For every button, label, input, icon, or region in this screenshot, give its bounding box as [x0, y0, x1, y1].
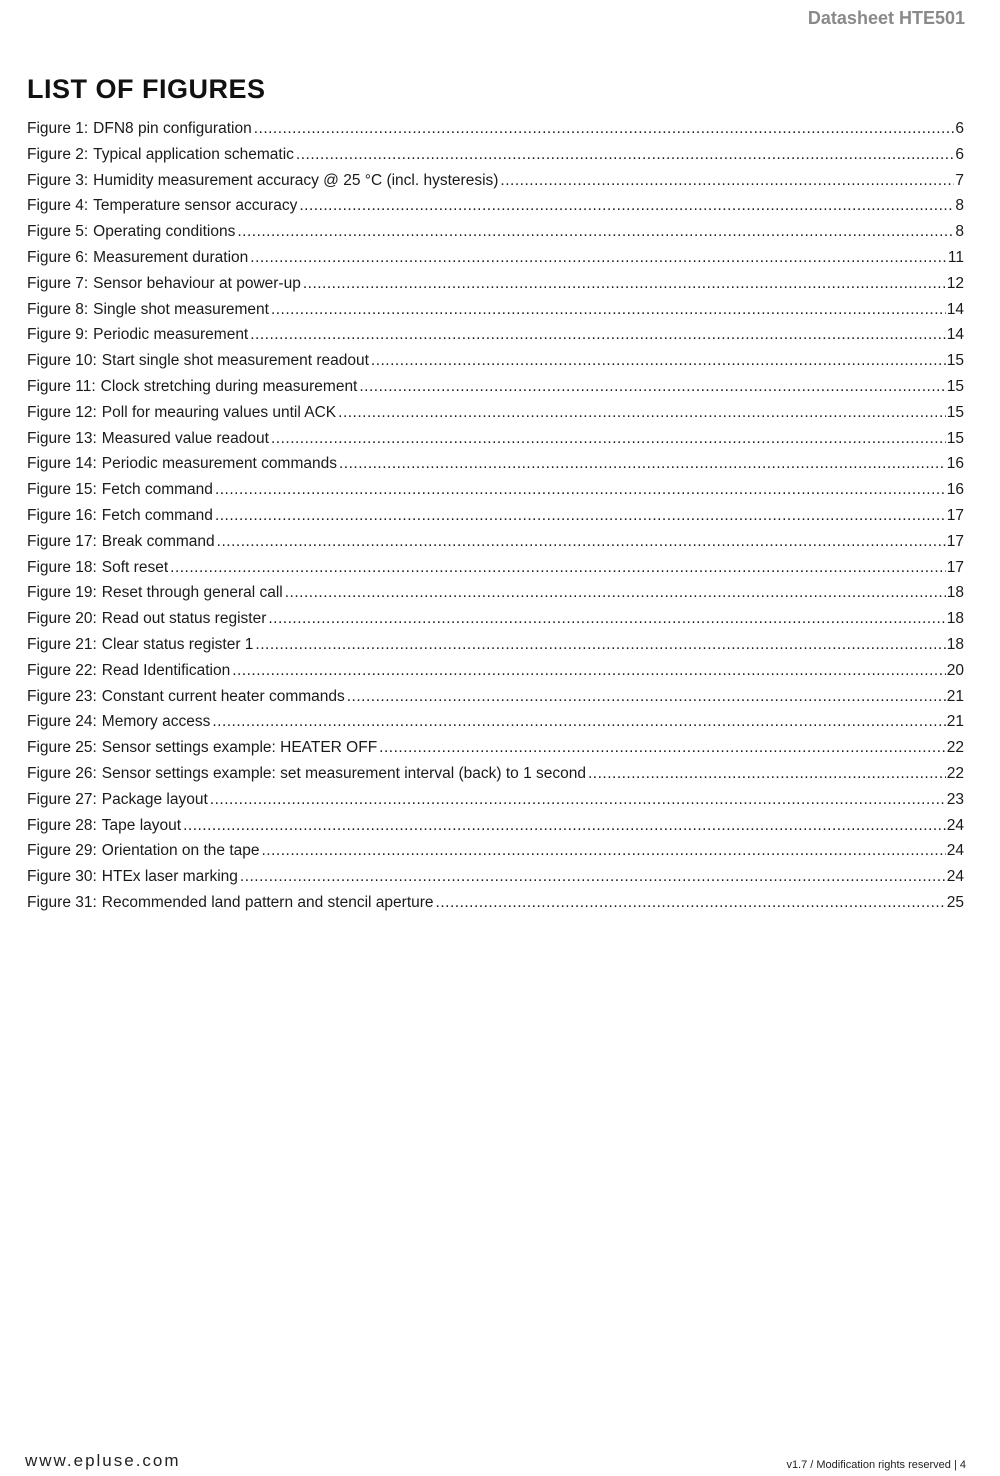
figure-title: HTEx laser marking [101, 868, 238, 886]
figure-page-number: 23 [946, 790, 964, 808]
figure-entry[interactable] [27, 374, 964, 400]
dot-leader [254, 116, 955, 142]
figure-title: Poll for meauring values until ACK [101, 403, 337, 421]
figure-page-number: 16 [946, 481, 964, 499]
figure-title: Sensor behaviour at power-up [93, 274, 301, 292]
figure-title: Read Identification [101, 661, 231, 679]
figure-page-number: 6 [955, 120, 964, 137]
figure-title: Typical application schematic [93, 145, 294, 163]
figure-page-number: 21 [946, 713, 964, 731]
figure-entry[interactable] [27, 529, 964, 555]
figure-label: Figure 5: [27, 223, 89, 241]
figure-entry[interactable] [27, 477, 964, 503]
figure-title: Soft reset [101, 558, 169, 576]
dot-leader [296, 142, 954, 168]
figure-list [27, 116, 964, 916]
figure-title: DFN8 pin configuration [93, 120, 252, 137]
figure-label: Figure 19: [27, 584, 97, 602]
figure-entry[interactable] [27, 348, 964, 374]
figure-title: Single shot measurement [93, 300, 269, 318]
figure-title: Fetch command [101, 481, 213, 499]
figure-entry[interactable] [27, 193, 964, 219]
figure-label: Figure 31: [27, 893, 97, 911]
figure-title: Recommended land pattern and stencil aperture [101, 893, 434, 911]
figure-entry[interactable] [27, 813, 964, 839]
figure-title: Read out status register [101, 610, 267, 628]
figure-label: Figure 14: [27, 455, 97, 473]
dot-leader [212, 709, 945, 735]
figure-label: Figure 11: [27, 377, 96, 395]
figure-label: Figure 16: [27, 506, 97, 524]
figure-label: Figure 20: [27, 610, 97, 628]
figure-page-number: 15 [946, 352, 964, 370]
figure-entry[interactable] [27, 632, 964, 658]
figure-page-number: 12 [946, 274, 964, 292]
figure-label: Figure 18: [27, 558, 97, 576]
figure-entry[interactable] [27, 426, 964, 452]
figure-entry[interactable] [27, 658, 964, 684]
figure-title: Constant current heater commands [101, 687, 345, 705]
figure-page-number: 21 [946, 687, 964, 705]
figure-page-number: 14 [946, 300, 964, 318]
dot-leader [500, 168, 954, 194]
figure-title: Break command [101, 532, 215, 550]
figure-page-number: 18 [946, 635, 964, 653]
figure-page-number: 15 [946, 403, 964, 421]
figure-entry[interactable] [27, 890, 964, 916]
dot-leader [215, 477, 946, 503]
figure-page-number: 16 [946, 455, 964, 473]
figure-label: Figure 3: [27, 171, 89, 189]
dot-leader [170, 555, 946, 581]
figure-label: Figure 6: [27, 248, 89, 266]
dot-leader [303, 271, 946, 297]
figure-page-number: 14 [946, 326, 964, 344]
figure-title: Fetch command [101, 506, 213, 524]
figure-entry[interactable] [27, 116, 964, 142]
figure-entry[interactable] [27, 838, 964, 864]
dot-leader [339, 451, 946, 477]
figure-entry[interactable] [27, 761, 964, 787]
dot-leader [268, 606, 945, 632]
figure-label: Figure 4: [27, 197, 89, 215]
dot-leader [299, 193, 954, 219]
figure-title: Measurement duration [93, 248, 249, 266]
figure-label: Figure 15: [27, 481, 97, 499]
figure-page-number: 6 [955, 145, 964, 163]
section-heading: LIST OF FIGURES [27, 74, 266, 104]
figure-entry[interactable] [27, 684, 964, 710]
figure-title: Reset through general call [101, 584, 283, 602]
figure-title: Memory access [101, 713, 211, 731]
dot-leader [232, 658, 946, 684]
dot-leader [237, 219, 954, 245]
figure-entry[interactable] [27, 142, 964, 168]
dot-leader [588, 761, 946, 787]
figure-entry[interactable] [27, 503, 964, 529]
dot-leader [379, 735, 946, 761]
figure-label: Figure 2: [27, 145, 89, 163]
figure-label: Figure 13: [27, 429, 97, 447]
dot-leader [215, 503, 946, 529]
figure-page-number: 24 [946, 842, 964, 860]
figure-label: Figure 23: [27, 687, 97, 705]
figure-entry[interactable] [27, 271, 964, 297]
figure-entry[interactable] [27, 787, 964, 813]
figure-title: Clear status register 1 [101, 635, 254, 653]
dot-leader [338, 400, 946, 426]
figure-label: Figure 28: [27, 816, 97, 834]
figure-title: Clock stretching during measurement [100, 377, 358, 395]
dot-leader [271, 297, 946, 323]
figure-label: Figure 1: [27, 120, 89, 137]
figure-label: Figure 9: [27, 326, 89, 344]
figure-page-number: 8 [955, 223, 964, 241]
figure-title: Sensor settings example: HEATER OFF [101, 739, 378, 757]
figure-page-number: 22 [946, 764, 964, 782]
figure-page-number: 15 [946, 377, 964, 395]
dot-leader [250, 245, 947, 271]
figure-entry[interactable] [27, 864, 964, 890]
dot-leader [250, 322, 946, 348]
figure-page-number: 8 [955, 197, 964, 215]
figure-entry[interactable] [27, 168, 964, 194]
figure-page-number: 20 [946, 661, 964, 679]
figure-entry[interactable] [27, 219, 964, 245]
figure-page-number: 24 [946, 816, 964, 834]
dot-leader [255, 632, 945, 658]
figure-entry[interactable] [27, 555, 964, 581]
figure-page-number: 17 [946, 558, 964, 576]
dot-leader [210, 787, 946, 813]
figure-label: Figure 21: [27, 635, 97, 653]
figure-label: Figure 22: [27, 661, 97, 679]
figure-page-number: 17 [946, 532, 964, 550]
figure-label: Figure 25: [27, 739, 97, 757]
dot-leader [271, 426, 946, 452]
figure-label: Figure 29: [27, 842, 97, 860]
figure-page-number: 18 [946, 584, 964, 602]
figure-title: Periodic measurement commands [101, 455, 337, 473]
dot-leader [371, 348, 946, 374]
figure-label: Figure 27: [27, 790, 97, 808]
dot-leader [359, 374, 945, 400]
dot-leader [183, 813, 946, 839]
figure-label: Figure 30: [27, 868, 97, 886]
figure-entry[interactable] [27, 297, 964, 323]
figure-label: Figure 17: [27, 532, 97, 550]
figure-label: Figure 12: [27, 403, 97, 421]
figure-label: Figure 26: [27, 764, 97, 782]
figure-title: Temperature sensor accuracy [93, 197, 298, 215]
figure-entry[interactable] [27, 735, 964, 761]
figure-page-number: 18 [946, 610, 964, 628]
dot-leader [285, 580, 946, 606]
figure-label: Figure 8: [27, 300, 89, 318]
figure-entry[interactable] [27, 580, 964, 606]
figure-entry[interactable] [27, 606, 964, 632]
figure-title: Humidity measurement accuracy @ 25 °C (incl. hysteresis) [93, 171, 499, 189]
figure-title: Operating conditions [93, 223, 236, 241]
figure-page-number: 17 [946, 506, 964, 524]
dot-leader [217, 529, 946, 555]
figure-title: Measured value readout [101, 429, 269, 447]
figure-title: Sensor settings example: set measurement interval (back) to 1 second [101, 764, 586, 782]
dot-leader [262, 838, 946, 864]
figure-title: Package layout [101, 790, 208, 808]
figure-page-number: 15 [946, 429, 964, 447]
figure-title: Start single shot measurement readout [101, 352, 369, 370]
figure-title: Tape layout [101, 816, 182, 834]
figure-entry[interactable] [27, 245, 964, 271]
footer-version-page: v1.7 / Modification rights reserved | 4 [786, 1459, 966, 1471]
figure-entry[interactable] [27, 709, 964, 735]
figure-page-number: 11 [947, 248, 964, 266]
figure-label: Figure 10: [27, 352, 97, 370]
dot-leader [436, 890, 946, 916]
figure-page-number: 7 [955, 171, 964, 189]
dot-leader [347, 684, 946, 710]
figure-entry[interactable] [27, 400, 964, 426]
figure-label: Figure 24: [27, 713, 97, 731]
dot-leader [240, 864, 946, 890]
figure-page-number: 22 [946, 739, 964, 757]
figure-entry[interactable] [27, 322, 964, 348]
figure-title: Orientation on the tape [101, 842, 260, 860]
footer-website: www.epluse.com [25, 1451, 181, 1470]
figure-page-number: 24 [946, 868, 964, 886]
figure-entry[interactable] [27, 451, 964, 477]
document-title: Datasheet HTE501 [807, 8, 965, 28]
figure-label: Figure 7: [27, 274, 89, 292]
figure-title: Periodic measurement [93, 326, 249, 344]
figure-page-number: 25 [946, 893, 964, 911]
